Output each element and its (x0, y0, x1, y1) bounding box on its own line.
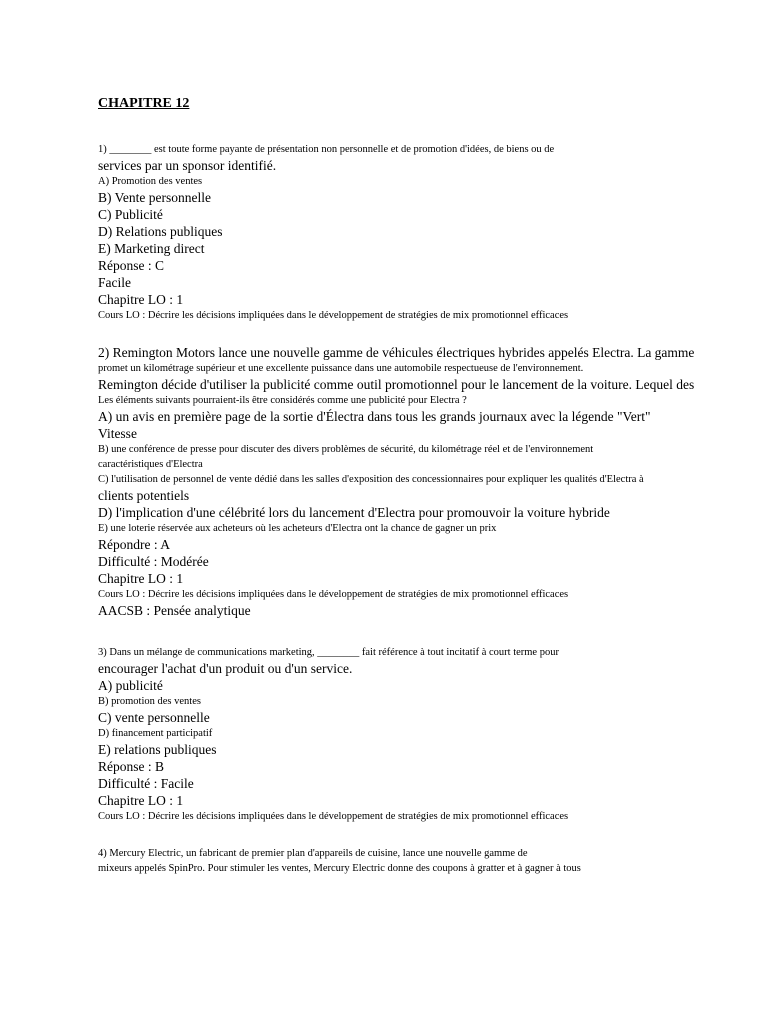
question-line: 2) Remington Motors lance une nouvelle gamme de véhicules électriques hybrides appelés Electra. La gamme (98, 345, 695, 360)
question-line: E) Marketing direct (98, 241, 205, 256)
question-line: A) un avis en première page de la sortie d'Électra dans tous les grands journaux avec la légende "Vert" (98, 409, 651, 424)
question-line: Chapitre LO : 1 (98, 571, 184, 586)
chapter-title: CHAPITRE 12 (98, 96, 190, 111)
question-line: C) l'utilisation de personnel de vente dédié dans les salles d'exposition des concessionnaires pour expliquer les qualités d'Electra à (98, 474, 644, 485)
question-line: caractéristiques d'Electra (98, 459, 203, 470)
question-line: Répondre : A (98, 537, 170, 552)
question-line: encourager l'achat d'un produit ou d'un service. (98, 661, 353, 676)
question-line: Remington décide d'utiliser la publicité comme outil promotionnel pour le lancement de la voiture. Lequel des (98, 377, 695, 392)
question-line: Réponse : C (98, 258, 164, 273)
question-4 (98, 846, 698, 876)
question-line: C) Publicité (98, 207, 163, 222)
question-line: Cours LO : Décrire les décisions impliquées dans le développement de stratégies de mix promotionnel efficaces (98, 811, 569, 822)
question-line: A) Promotion des ventes (98, 176, 203, 187)
question-line: D) financement participatif (98, 728, 213, 739)
question-line: 1) ________ est toute forme payante de présentation non personnelle et de promotion d'idées, de biens ou de (98, 144, 555, 155)
question-line: Réponse : B (98, 759, 164, 774)
question-line: Facile (98, 275, 131, 290)
question-line: clients potentiels (98, 488, 190, 503)
question-line: B) promotion des ventes (98, 696, 201, 707)
question-line: D) l'implication d'une célébrité lors du lancement d'Electra pour promouvoir la voiture hybride (98, 505, 610, 520)
question-line: C) vente personnelle (98, 710, 210, 725)
question-line: promet un kilométrage supérieur et une excellente puissance dans une automobile respectueuse de l'environnement. (98, 363, 584, 374)
question-3 (98, 645, 698, 824)
question-1 (98, 142, 698, 323)
question-line: Difficulté : Modérée (98, 554, 209, 569)
question-line: Vitesse (98, 426, 137, 441)
question-line: B) Vente personnelle (98, 190, 211, 205)
question-2 (98, 344, 698, 619)
question-line: services par un sponsor identifié. (98, 158, 277, 173)
question-line: D) Relations publiques (98, 224, 223, 239)
question-line: A) publicité (98, 678, 163, 693)
question-line: Difficulté : Facile (98, 776, 194, 791)
question-line: 4) Mercury Electric, un fabricant de premier plan d'appareils de cuisine, lance une nouvelle gamme de (98, 848, 528, 859)
question-line: AACSB : Pensée analytique (98, 603, 251, 618)
question-line: mixeurs appelés SpinPro. Pour stimuler les ventes, Mercury Electric donne des coupons à gratter et à gagner à tous (98, 863, 581, 874)
question-line: Chapitre LO : 1 (98, 292, 184, 307)
question-line: Les éléments suivants pourraient-ils être considérés comme une publicité pour Electra ? (98, 395, 467, 406)
question-line: 3) Dans un mélange de communications marketing, ________ fait référence à tout incitatif à court terme pour (98, 647, 559, 658)
question-line: E) relations publiques (98, 742, 217, 757)
question-line: Chapitre LO : 1 (98, 793, 184, 808)
question-line: Cours LO : Décrire les décisions impliquées dans le développement de stratégies de mix promotionnel efficaces (98, 589, 569, 600)
question-line: E) une loterie réservée aux acheteurs où les acheteurs d'Electra ont la chance de gagner un prix (98, 523, 497, 534)
question-line: Cours LO : Décrire les décisions impliquées dans le développement de stratégies de mix promotionnel efficaces (98, 310, 569, 321)
question-line: B) une conférence de presse pour discuter des divers problèmes de sécurité, du kilométrage réel et de l'environnement (98, 444, 594, 455)
